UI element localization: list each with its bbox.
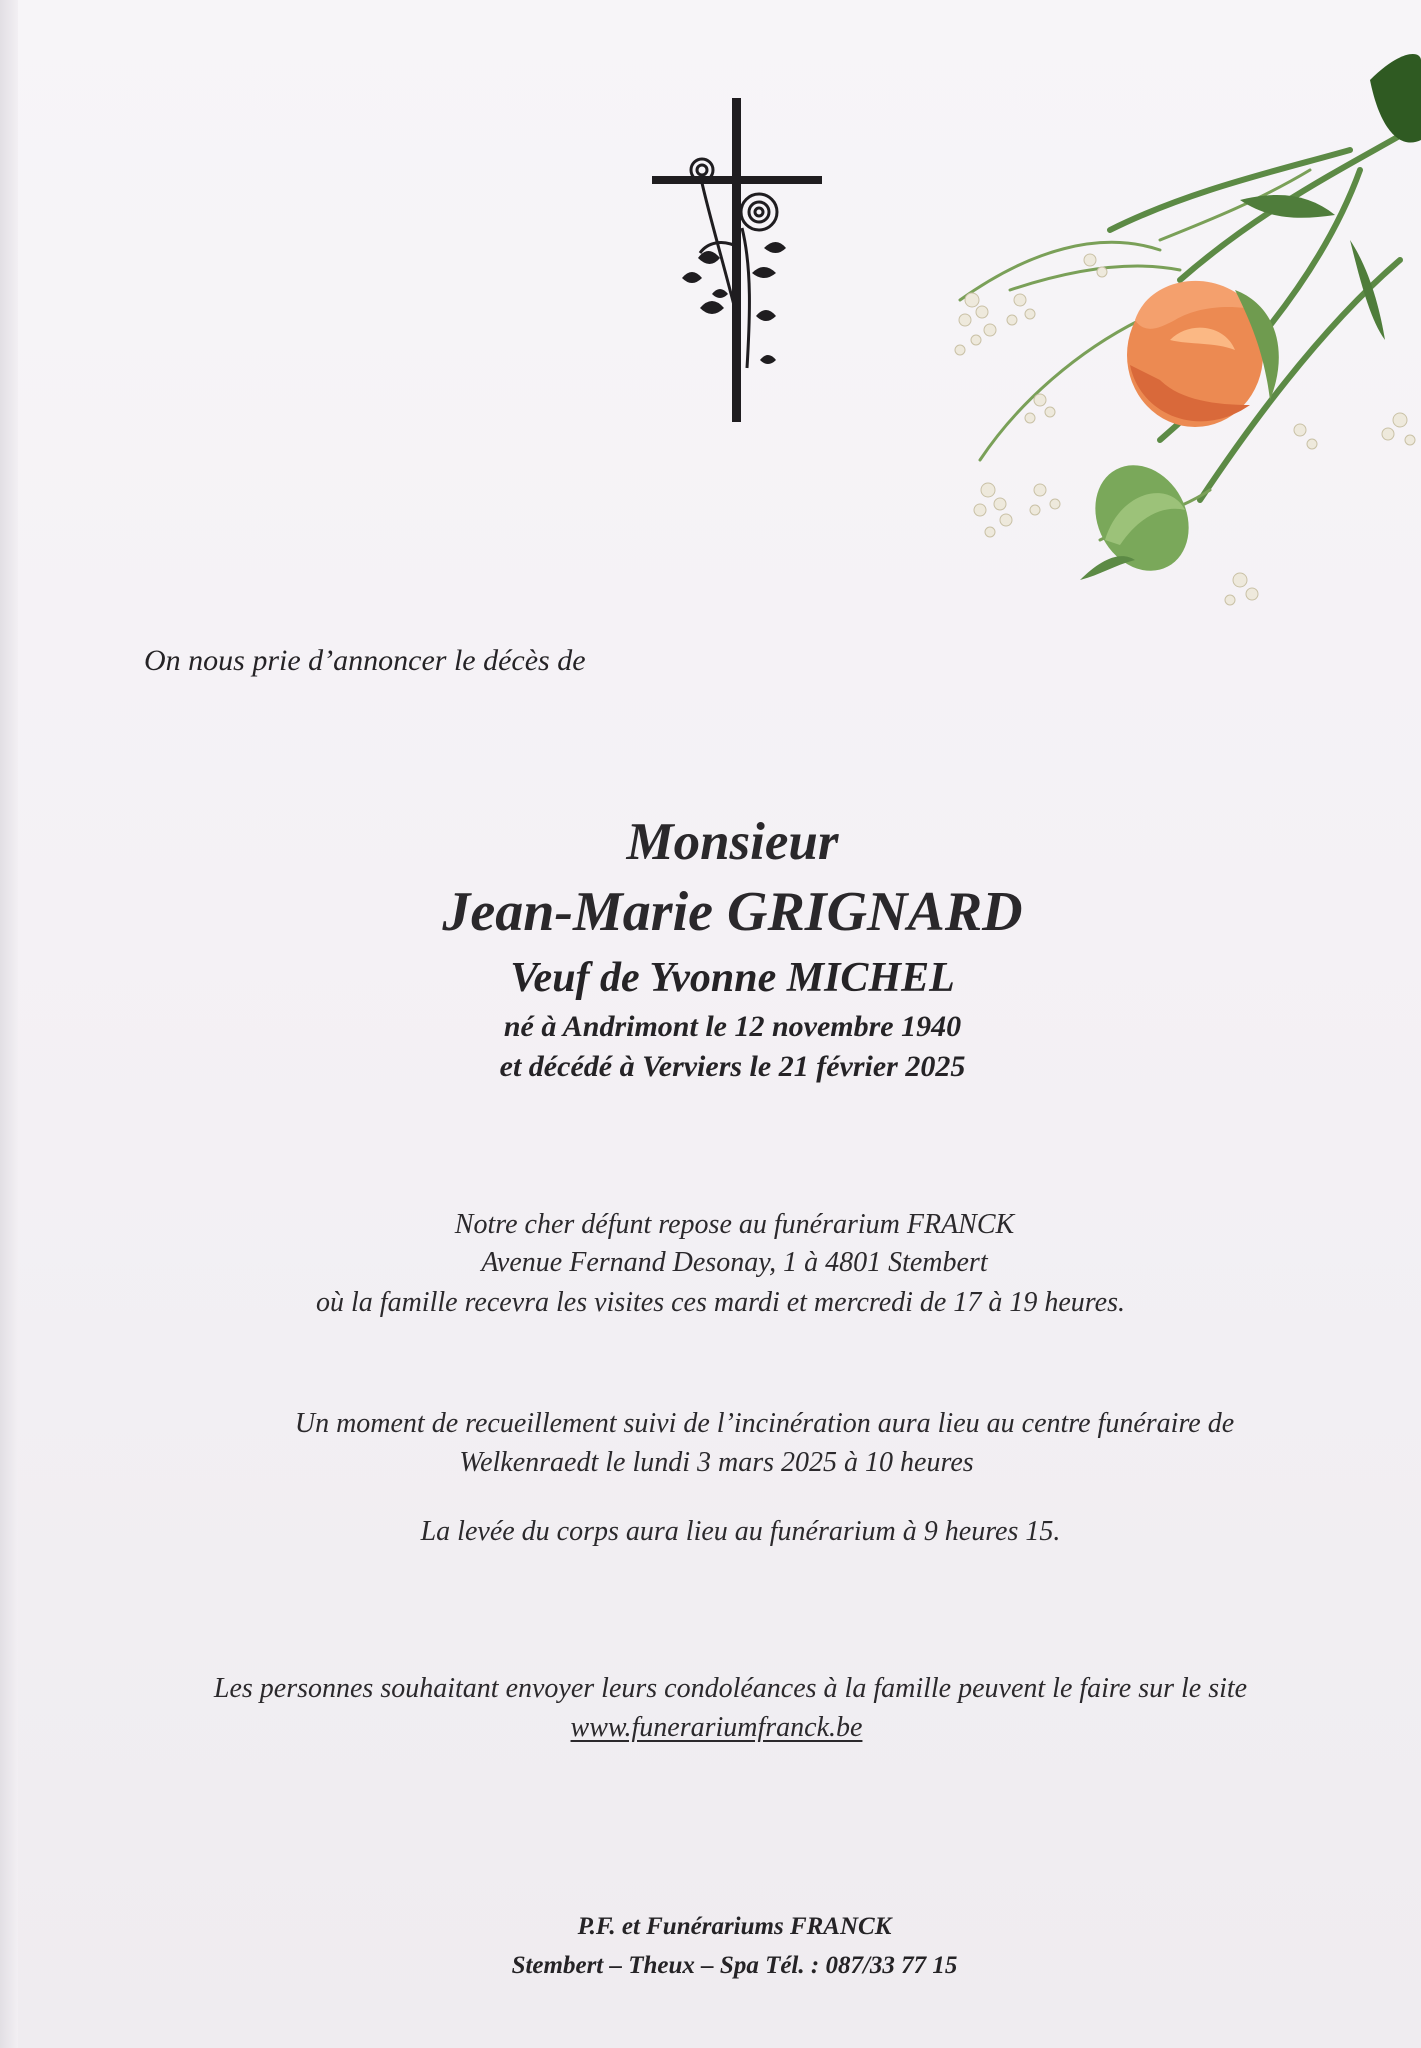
birth-line: né à Andrimont le 12 novembre 1940 <box>503 1010 962 1043</box>
deceased-name: Jean-Marie GRIGNARD <box>442 881 1023 943</box>
widow-line: Veuf de Yvonne MICHEL <box>510 955 955 1001</box>
rose-bouquet-illustration <box>880 20 1421 620</box>
condolences-link[interactable]: www.funerariumfranck.be <box>570 1712 863 1743</box>
wake-line-2: Avenue Fernand Desonay, 1 à 4801 Stembert <box>481 1247 988 1278</box>
condolences-line: Les personnes souhaitant envoyer leurs condoléances à la famille peuvent le faire sur le site <box>213 1673 1248 1704</box>
cross-with-roses-icon <box>652 98 822 422</box>
death-line: et décédé à Verviers le 21 février 2025 <box>499 1050 966 1083</box>
ceremony-line-1: Un moment de recueillement suivi de l’incinération aura lieu au centre funéraire de <box>294 1408 1235 1439</box>
honorific: Monsieur <box>626 813 839 871</box>
intro-text: On nous prie d’annoncer le décès de <box>144 644 586 677</box>
wake-line-3: où la famille recevra les visites ces mardi et mercredi de 17 à 19 heures. <box>316 1287 1125 1318</box>
levee-line: La levée du corps aura lieu au funérarium à 9 heures 15. <box>420 1516 1061 1547</box>
ceremony-line-2: Welkenraedt le lundi 3 mars 2025 à 10 heures <box>459 1447 974 1478</box>
condolences-url-row <box>6 1712 1421 1744</box>
footer-locations: Stembert – Theux – Spa Tél. : 087/33 77 15 <box>511 1952 958 1979</box>
footer-company: P.F. et Funérariums FRANCK <box>577 1913 892 1940</box>
wake-line-1: Notre cher défunt repose au funérarium FRANCK <box>454 1209 1015 1240</box>
